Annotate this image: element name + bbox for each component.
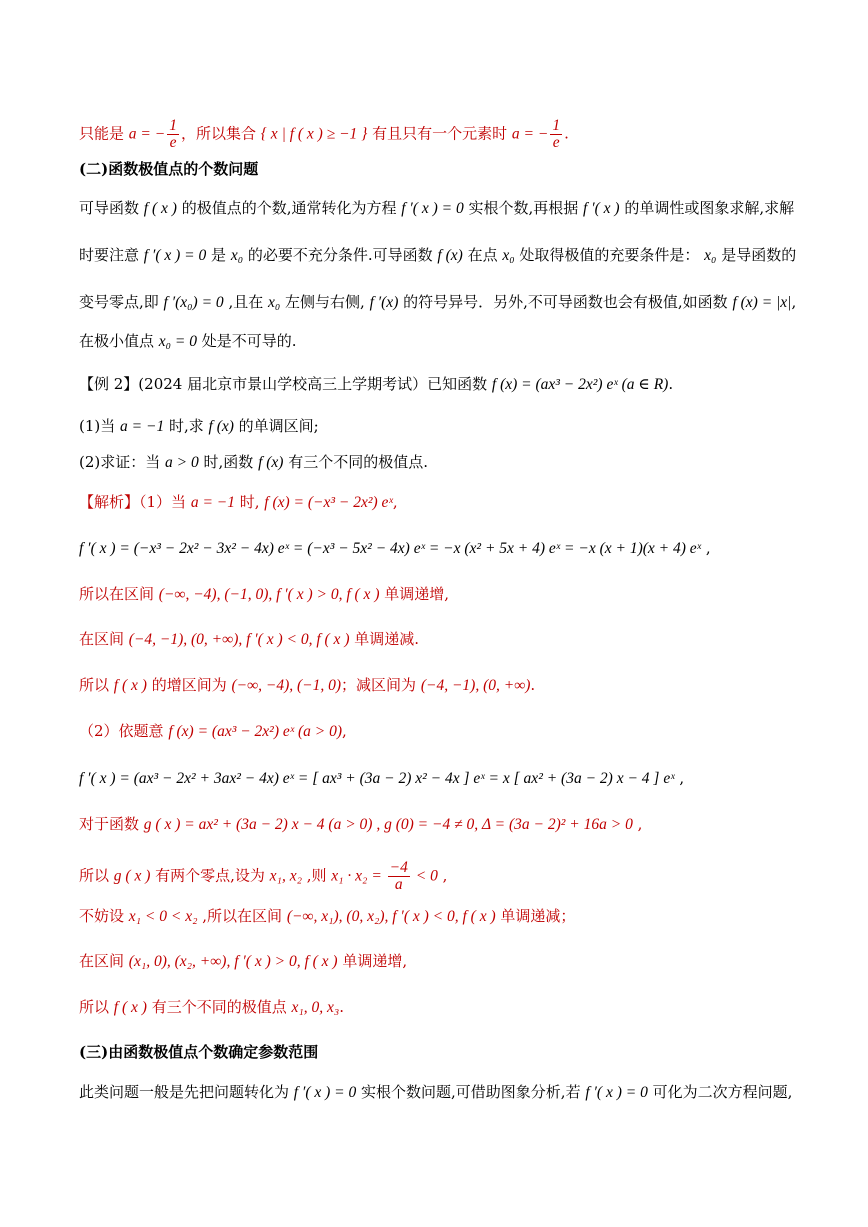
text-line (79, 451, 828, 474)
text-line (79, 330, 828, 353)
text-segment: . (530, 676, 536, 694)
text-segment: 是导函数的 (716, 246, 797, 264)
text-line (79, 813, 828, 836)
text-line (79, 197, 828, 220)
fraction-denominator: e (552, 134, 560, 151)
text-segment: (2)求证：当 (79, 453, 166, 471)
fraction (388, 860, 410, 893)
text-segment: 时,求 (164, 417, 209, 435)
math-expression: f (x) = |x| (732, 294, 792, 311)
math-expression: f (x) (208, 418, 234, 435)
text-line (79, 415, 828, 438)
text-segment: , (437, 866, 448, 885)
section-heading (79, 158, 828, 180)
text-segment: ,则 (301, 866, 332, 885)
text-segment: 单调递减. (349, 630, 420, 648)
text-segment: (1)当 (79, 417, 121, 435)
text-segment: 【例 2】(2024 届北京市景山学校高三上学期考试）已知函数 (79, 375, 492, 393)
text-line (79, 244, 828, 267)
math-expression: (−4, −1), (0, +∞) (420, 677, 531, 694)
text-segment: （2）依题意 (79, 722, 169, 740)
text-line (79, 1081, 828, 1104)
text-segment: 所以 (79, 676, 114, 694)
text-segment: , (392, 493, 398, 511)
text-segment: (二)函数极值点的个数问题 (79, 160, 259, 178)
text-segment: 有两个零点,设为 (150, 866, 270, 885)
text-segment: 变号零点,即 (79, 293, 164, 311)
text-segment: 实根个数问题,可借助图象分析,若 (356, 1083, 586, 1101)
text-segment: ,且在 (223, 293, 268, 311)
math-expression: f (x) (258, 454, 284, 471)
math-expression: f ′( x ) = (−x³ − 2x² − 3x² − 4x) eˣ = (−x³ − 5x² − 4x) eˣ = −x (x² + 5x + 4) eˣ = −x (x + 1)(x + 4) eˣ (79, 540, 702, 557)
text-segment: 【解析】（1）当 (79, 493, 191, 511)
text-segment: 此类问题一般是先把问题转化为 (79, 1083, 294, 1101)
math-expression: f (x) (437, 247, 463, 264)
math-expression: f ′(x₀) = 0 (163, 294, 224, 311)
text-segment: 在极小值点 (79, 332, 159, 350)
text-segment: 的符号异号．另外,不可导函数也会有极值,如函数 (398, 293, 733, 311)
text-segment: . (564, 124, 569, 143)
text-segment: 单调递减； (495, 907, 576, 925)
math-expression: f ′( x ) = 0 (143, 247, 207, 264)
text-segment: 处是不可导的. (197, 332, 297, 350)
text-segment: 时,函数 (198, 453, 259, 471)
text-segment: 的必要不充分条件.可导函数 (243, 246, 438, 264)
math-expression: f ′( x ) = 0 (293, 1084, 357, 1101)
text-segment: 有三个不同的极值点. (283, 453, 428, 471)
text-segment: 在区间 (79, 630, 129, 648)
text-segment: 是 (206, 246, 231, 264)
text-segment: ，所以集合 (180, 124, 261, 143)
text-segment: (三)由函数极值点个数确定参数范围 (79, 1043, 319, 1061)
text-segment: 有三个不同的极值点 (146, 998, 292, 1016)
math-expression: f ′( x ) = 0 (585, 1084, 648, 1101)
math-expression: x₁ < 0 < x₂ (128, 908, 198, 925)
math-expression: x₀ (267, 294, 281, 311)
math-expression: f ( x ) (113, 677, 147, 694)
text-line (79, 291, 828, 314)
math-expression: f (x) = (−x³ − 2x²) eˣ (264, 494, 393, 511)
text-segment: 单调递增, (379, 585, 450, 603)
text-line (79, 905, 828, 928)
text-line (79, 537, 828, 560)
text-segment: 左侧与右侧, (280, 293, 370, 311)
text-line (79, 860, 828, 893)
text-segment: 时要注意 (79, 246, 144, 264)
math-expression: a = −1 (120, 418, 165, 435)
text-line (79, 767, 828, 790)
fraction (550, 118, 562, 151)
math-expression: f ( x ) (113, 999, 147, 1016)
fraction-numerator: 1 (169, 117, 177, 134)
math-expression: x₁, 0, x₃ (291, 999, 340, 1016)
math-expression: { x | f ( x ) ≥ −1 } (260, 125, 368, 143)
fraction (167, 118, 179, 151)
math-expression: f (x) = (ax³ − 2x²) eˣ (a ∈ R) (491, 376, 669, 393)
text-segment: 的增区间为 (146, 676, 232, 694)
math-expression: a = − (128, 125, 166, 143)
text-line (79, 674, 828, 697)
text-line (79, 491, 828, 514)
text-segment: 所以 (79, 998, 114, 1016)
math-expression: f ′( x ) = (ax³ − 2x² + 3ax² − 4x) eˣ = [ ax³ + (3a − 2) x² − 4x ] eˣ = x [ ax² + (3a − 2) x − 4 ] eˣ (79, 770, 675, 787)
text-segment: 单调递增, (337, 952, 408, 970)
text-segment: 所以在区间 (79, 585, 159, 603)
math-expression: a > 0 (165, 454, 199, 471)
section-heading (79, 1041, 828, 1063)
math-expression: (−∞, −4), (−1, 0), f ′( x ) > 0, f ( x ) (158, 586, 380, 603)
text-segment: . (339, 998, 345, 1016)
text-segment: 的极值点的个数,通常转化为方程 (176, 199, 402, 217)
math-expression: g ( x ) (113, 867, 151, 885)
math-expression: f ′( x ) (583, 200, 620, 217)
text-segment: , (701, 539, 711, 557)
text-segment: 时, (234, 493, 265, 511)
math-expression: x₀ (230, 247, 244, 264)
math-expression: x₀ (704, 247, 717, 264)
text-segment: 在点 (462, 246, 503, 264)
text-line (79, 628, 828, 651)
math-expression: f ′( x ) = 0 (401, 200, 464, 217)
math-expression: x₁ · x₂ = (331, 867, 386, 885)
text-segment: . (668, 375, 674, 393)
text-segment: 在区间 (79, 952, 129, 970)
text-line (79, 996, 828, 1019)
fraction-numerator: 1 (552, 117, 561, 134)
fraction-denominator: a (394, 876, 403, 893)
math-expression: f ′(x) (369, 294, 399, 311)
text-line (79, 373, 828, 396)
math-expression: f ( x ) (143, 200, 177, 217)
text-line (79, 118, 828, 151)
text-segment: , (632, 815, 643, 833)
math-expression: (−4, −1), (0, +∞), f ′( x ) < 0, f ( x ) (128, 631, 350, 648)
text-segment: 有且只有一个元素时 (367, 124, 512, 143)
text-segment: ,所以在区间 (197, 907, 287, 925)
text-line (79, 720, 828, 743)
math-expression: (−∞, x₁), (0, x₂), f ′( x ) < 0, f ( x ) (286, 908, 496, 925)
text-segment: 可导函数 (79, 199, 144, 217)
text-segment: 不妨设 (79, 907, 129, 925)
text-segment: ；减区间为 (341, 676, 421, 694)
math-expression: g ( x ) = ax² + (3a − 2) x − 4 (a > 0) , g (0) = −4 ≠ 0, Δ = (3a − 2)² + 16a > 0 (143, 816, 633, 833)
math-expression: (−∞, −4), (−1, 0) (231, 677, 342, 694)
text-segment: , (674, 769, 685, 787)
math-expression: f (x) = (ax³ − 2x²) eˣ (a > 0) (168, 723, 343, 740)
math-expression: x₀ = 0 (158, 333, 198, 350)
math-expression: x₀ (502, 247, 515, 264)
text-segment: 处取得极值的充要条件是： (514, 246, 705, 264)
text-segment: , (791, 293, 797, 311)
text-segment: 所以 (79, 866, 114, 885)
math-expression: a = − (511, 125, 549, 143)
text-segment: 对于函数 (79, 815, 144, 833)
text-segment: 的单调性或图象求解,求解 (619, 199, 795, 217)
fraction-denominator: e (169, 134, 177, 151)
math-expression: x₁, x₂ (269, 867, 302, 885)
text-segment: 实根个数,再根据 (463, 199, 584, 217)
text-segment: 可化为二次方程问题, (647, 1083, 793, 1101)
math-expression: (x₁, 0), (x₂, +∞), f ′( x ) > 0, f ( x ) (128, 953, 338, 970)
fraction-numerator: −4 (389, 859, 408, 876)
text-segment: 只能是 (79, 124, 129, 143)
math-expression: a = −1 (190, 494, 235, 511)
math-expression: < 0 (411, 867, 438, 885)
text-line (79, 950, 828, 973)
text-segment: , (342, 722, 347, 740)
text-segment: 的单调区间; (233, 417, 319, 435)
text-line (79, 583, 828, 606)
